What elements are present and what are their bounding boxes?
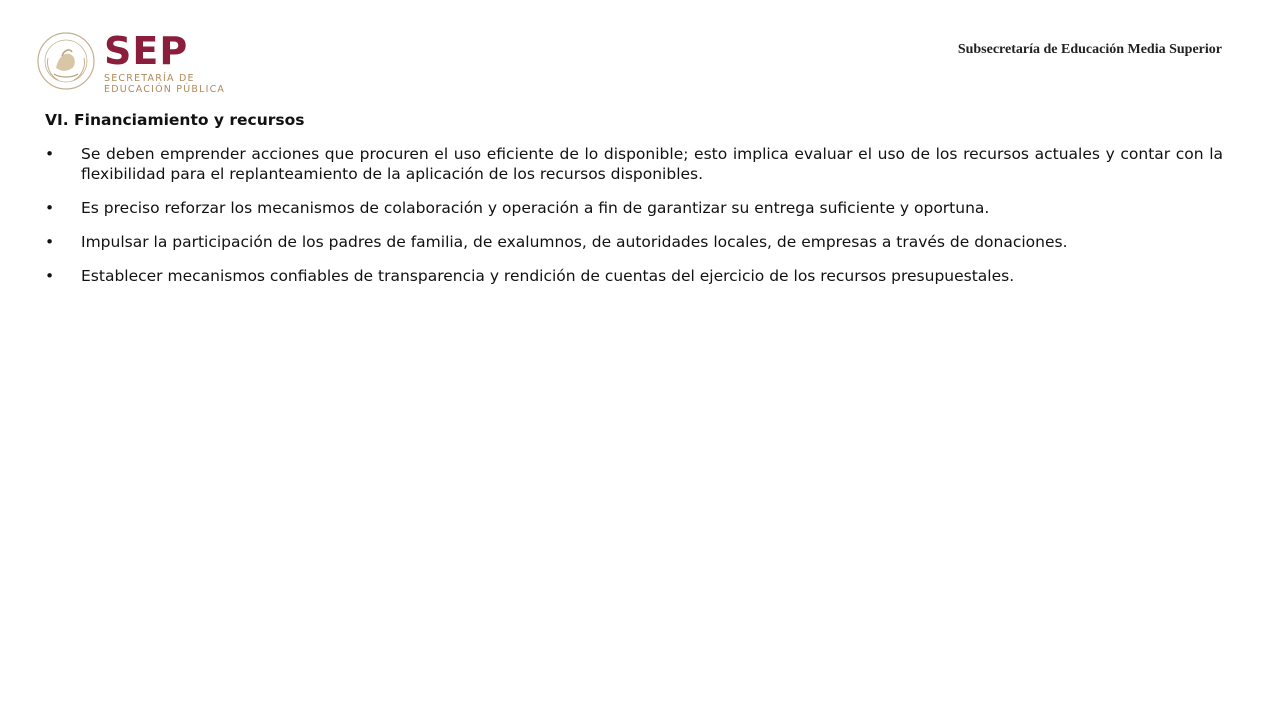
logo-acronym: SEP [104,29,189,73]
section-title: VI. Financiamiento y recursos [45,111,305,129]
bullet-icon: • [45,145,55,163]
bullet-text: Impulsar la participación de los padres de familia, de exalumnos, de autoridades locales, de empresas a través de donaciones. [81,233,1068,251]
bullet-list [45,144,1223,286]
bullet-icon: • [45,199,55,217]
bullet-item [45,266,1223,286]
mexican-seal-icon [36,30,96,92]
bullet-icon: • [45,267,55,285]
bullet-item [45,232,1223,252]
bullet-item [45,144,1223,184]
bullet-text: Es preciso reforzar los mecanismos de colaboración y operación a fin de garantizar su entrega suficiente y oportuna. [81,199,990,217]
org-name: Subsecretaría de Educación Media Superior [957,42,1222,57]
slide-header [0,0,1280,100]
logo-subtitle-line1: SECRETARÍA DE [104,73,195,84]
sep-logo [36,30,225,94]
bullet-text: Establecer mecanismos confiables de transparencia y rendición de cuentas del ejercicio de los recursos presupuestales. [81,267,1015,285]
slide-content [45,110,1223,300]
bullet-text: Se deben emprender acciones que procuren el uso eficiente de lo disponible; esto implica evaluar el uso de los recursos actuales y contar con la flexibilidad para el replanteamiento de la aplicación de los recursos disponibles. [81,145,1223,183]
bullet-icon: • [45,233,55,251]
bullet-item [45,198,1223,218]
logo-subtitle-line2: EDUCACIÓN PÚBLICA [104,84,226,95]
logo-text [104,29,226,95]
